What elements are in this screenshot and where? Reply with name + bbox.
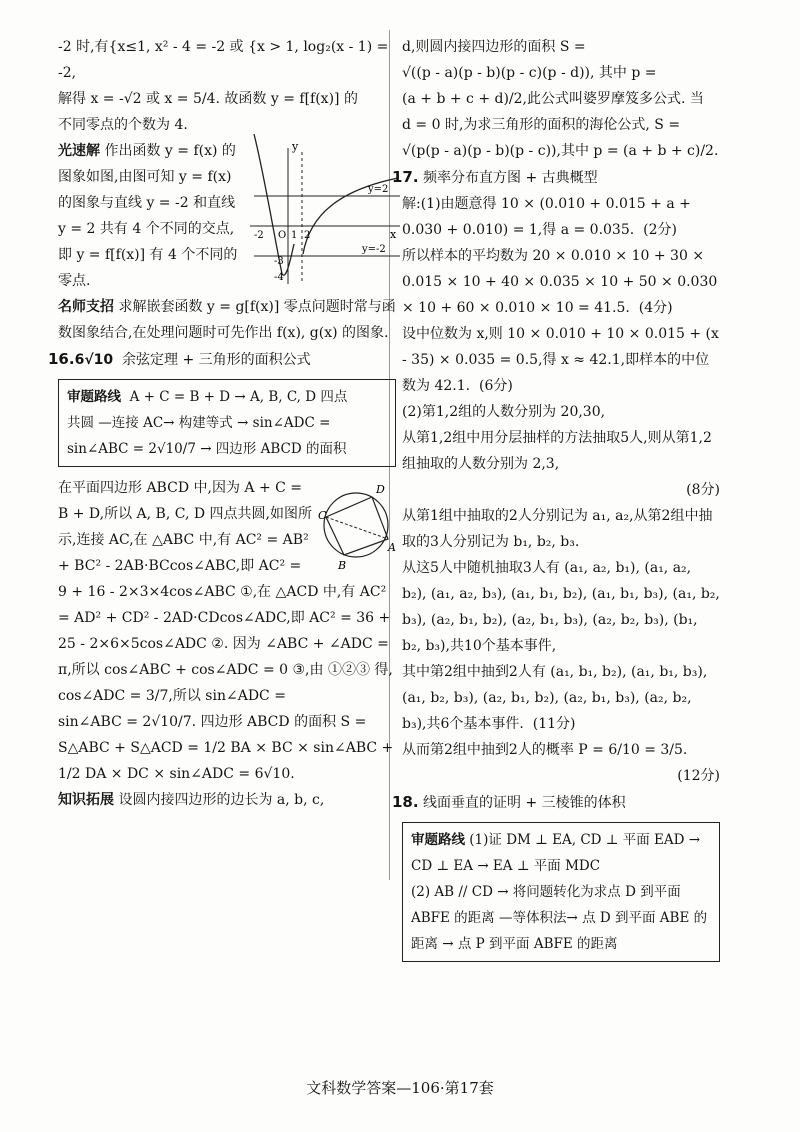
score: (4分) xyxy=(638,300,673,316)
solution-text: 其中第2组中抽到2人有 (a₁, b₁, b₂), (a₁, b₁, b₃), (a₁, b₂, b₃), (a₂, b₁, b₂), (a₂, b₁, b₃), (a₂, b₂, b₃),共6个基本事件. xyxy=(402,664,708,732)
review-route-box xyxy=(58,379,396,467)
score: (8分) xyxy=(686,482,720,498)
teacher-tip-text: 求解嵌套函数 y = g[f(x)] 零点问题时常与函数图象结合,在处理问题时可先作出 f(x), g(x) 的图象. xyxy=(58,299,396,341)
teacher-tip xyxy=(58,294,396,346)
question-17-header xyxy=(392,164,720,191)
solution-17: 从第1组中抽取的2人分别记为 a₁, a₂,从第2组中抽取的3人分别记为 b₁, b₂, b₃. xyxy=(402,508,713,550)
graph-label: O xyxy=(278,230,287,241)
right-column xyxy=(392,34,720,970)
solution-17: 从这5人中随机抽取3人有 (a₁, a₂, b₁), (a₁, a₂, b₂), (a₁, a₂, b₃), (a₁, b₁, b₂), (a₁, b₁, b₃), (a₁, b₂, b₃), (a₂, b₁, b₂), (a₂, b₁, b₃), (a₂, b₂, b₃), (b₁, b₂, b₃),共10个基本事件, xyxy=(402,560,720,654)
graph-label: y=-2 xyxy=(362,244,386,255)
question-title: 余弦定理 + 三角形的面积公式 xyxy=(122,352,311,368)
question-title: 线面垂直的证明 + 三棱锥的体积 xyxy=(423,795,626,811)
solution-16: 1/2 DA × DC × sin∠ADC = 6√10. xyxy=(58,766,295,782)
fast-solution-label: 光速解 xyxy=(58,143,100,159)
graph-label: 2 xyxy=(304,230,311,241)
question-18-header xyxy=(392,789,720,816)
solution-17: 从第1,2组中用分层抽样的方法抽取5人,则从第1,2组抽取的人数分别为 2,3, xyxy=(402,430,712,472)
box-text: (1)证 DM ⊥ EA, CD ⊥ 平面 EAD → CD ⊥ EA → EA ⊥ 平面 MDC xyxy=(411,832,701,874)
box-label: 审题路线 xyxy=(411,832,465,848)
box-text: A + C = B + D → A, B, C, D 四点 xyxy=(129,389,348,405)
graph-label: y=2 xyxy=(368,184,389,195)
box-line: 共圆 —连接 AC→ 构建等式 → sin∠ADC = xyxy=(67,415,331,431)
question-number: 18. xyxy=(392,793,419,811)
graph-label: -4 xyxy=(274,272,284,283)
score: (6分) xyxy=(478,378,513,394)
solution-16: 在平面四边形 ABCD 中,因为 A + C = B + D,所以 A, B, C, D 四点共圆,如图所示,连接 AC,在 △ABC 中,有 AC² = AB² + BC² - 2AB·BCcos∠ABC,即 AC² = 9 + 16 - 2×3×4cos∠ABC ①,在 △ACD 中,有 AC² = AD² + CD² - 2AD·CDcos∠ADC,即 AC² = 36 + 25 - 2×6×5cos∠ADC ②. 因为 ∠ABC + ∠ADC = π,所以 cos∠ABC + cos∠ADC = 0 ③,由 ①②③ 得, cos∠ADC = 3/7,所以 sin∠ADC = xyxy=(58,480,393,704)
solution-17 xyxy=(402,321,720,399)
text-line: 解得 x = -√2 或 x = 5/4. 故函数 y = f[f(x)] 的 xyxy=(58,91,358,107)
score: (11分) xyxy=(532,716,576,732)
graph-label: y xyxy=(292,140,299,153)
review-route-box xyxy=(402,822,720,962)
question-number: 17. xyxy=(392,168,419,186)
graph-label: x xyxy=(390,228,397,241)
solution-text: 设中位数为 x,则 10 × 0.010 + 10 × 0.015 + (x - 35) × 0.035 = 0.5,得 x ≈ 42.1,即样本的中位数为 42.1. xyxy=(402,326,719,394)
score: (12分) xyxy=(677,768,720,784)
solution-17: (2)第1,2组的人数分别为 20,30, xyxy=(402,404,606,420)
vertex-label: C xyxy=(318,509,327,522)
solution-17 xyxy=(402,243,720,321)
teacher-tip-label: 名师支招 xyxy=(58,299,114,315)
solution-16: S△ABC + S△ACD = 1/2 BA × BC × sin∠ABC + xyxy=(58,740,394,756)
text-line: √((p - a)(p - b)(p - c)(p - d)), 其中 p = xyxy=(402,65,657,81)
text-line: 不同零点的个数为 4. xyxy=(58,117,188,133)
solution-text: 解:(1)由题意得 10 × (0.010 + 0.015 + a + 0.030 + 0.010) = 1,得 a = 0.035. xyxy=(402,196,691,238)
graph-label: -2 xyxy=(254,230,264,241)
extension-label: 知识拓展 xyxy=(58,792,114,808)
box-label: 审题路线 xyxy=(67,389,121,405)
fast-solution-text: 作出函数 y = f(x) 的图象如图,由图可知 y = f(x) 的图象与直线 y = -2 和直线 y = 2 共有 4 个不同的交点,即 y = f[f(x)] 有 4 个不同的零点. xyxy=(58,143,238,289)
text-line: √(p(p - a)(p - b)(p - c)),其中 p = (a + b + c)/2. xyxy=(402,143,719,159)
function-graph xyxy=(250,134,400,284)
solution-17: 从而第2组中抽到2人的概率 P = 6/10 = 3/5. xyxy=(402,742,688,758)
graph-label: -3 xyxy=(274,256,284,267)
vertex-label: A xyxy=(388,541,396,554)
box-line xyxy=(67,384,387,410)
solution-16: sin∠ABC = 2√10/7. 四边形 ABCD 的面积 S = xyxy=(58,714,367,730)
box-line xyxy=(411,827,711,879)
text-line: d,则圆内接四边形的面积 S = xyxy=(402,39,586,55)
question-16-header xyxy=(48,346,396,373)
vertex-label: D xyxy=(376,483,385,496)
solution-17 xyxy=(402,191,720,243)
page-footer: 文科数学答案—106·第17套 xyxy=(306,1079,494,1097)
solution-text: 所以样本的平均数为 20 × 0.010 × 10 + 30 × 0.015 × 10 + 40 × 0.035 × 10 + 50 × 0.030 × 10 + 60 × 0.010 × 10 = 41.5. xyxy=(402,248,718,316)
graph-label: 1 xyxy=(291,230,298,241)
extension-text: 设圆内接四边形的边长为 a, b, c, xyxy=(114,792,325,808)
box-line: (2) AB // CD → 将问题转化为求点 D 到平面 ABFE 的距离 —等体积法→ 点 D 到平面 ABE 的距离 → 点 P 到平面 ABFE 的距离 xyxy=(411,884,708,952)
text-line: (a + b + c + d)/2,此公式叫婆罗摩笈多公式. 当 xyxy=(402,91,704,107)
question-number: 16. xyxy=(48,350,75,368)
vertex-label: B xyxy=(338,559,347,571)
text-line: -2 时,有{x≤1, x² - 4 = -2 或 {x > 1, log₂(x - 1) = -2, xyxy=(58,39,389,81)
left-column xyxy=(48,34,397,813)
question-answer: 6√10 xyxy=(74,352,114,368)
knowledge-extension xyxy=(58,787,396,813)
inscribed-quadrilateral-figure xyxy=(318,479,396,571)
solution-17 xyxy=(402,659,720,737)
score: (2分) xyxy=(643,222,677,238)
box-line: sin∠ABC = 2√10/7 → 四边形 ABCD 的面积 xyxy=(67,441,347,457)
text-line: d = 0 时,为求三角形的面积的海伦公式, S = xyxy=(402,117,681,133)
question-title: 频率分布直方图 + 古典概型 xyxy=(423,170,598,186)
